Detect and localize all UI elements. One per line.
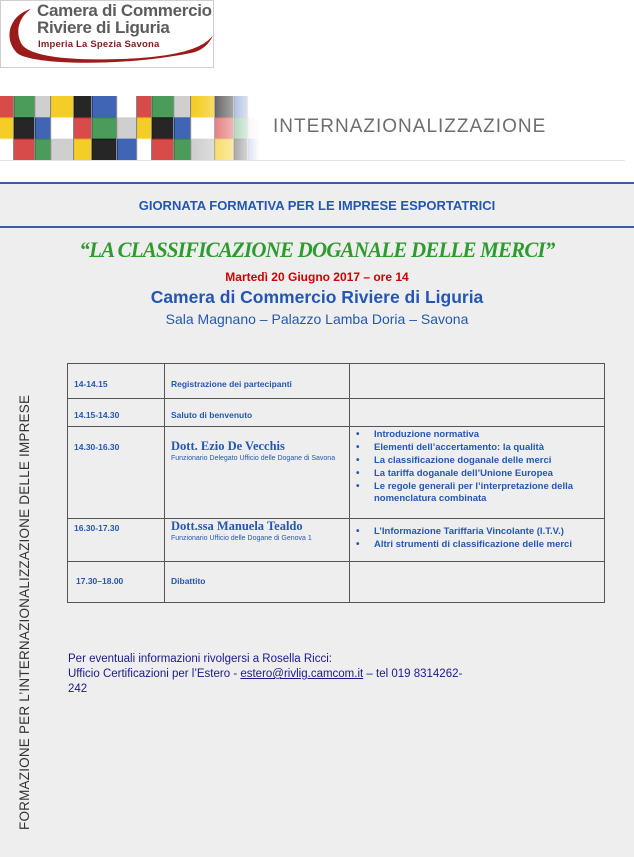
list-item: • Introduzione normativa [356, 429, 604, 441]
logo-name-line2: Riviere di Liguria [37, 18, 170, 37]
logo-name-line1: Camera di Commercio [37, 1, 212, 20]
time-cell: 17.30–18.00 [68, 562, 165, 603]
table-row [68, 519, 605, 562]
table-row [68, 399, 605, 427]
logo-name [37, 2, 212, 36]
time-cell: 14-14.15 [68, 364, 165, 399]
table-row [68, 364, 605, 399]
program-table [67, 363, 605, 603]
contact-phone-end: 242 [68, 683, 88, 695]
list-item: • La tariffa doganale dell’Unione Europea [356, 468, 604, 480]
topics-list [350, 526, 604, 551]
email-link[interactable]: estero@rivlig.camcom.it [240, 668, 364, 680]
topics-list [350, 429, 604, 504]
notes-cell [350, 364, 605, 399]
topics-cell [350, 519, 605, 562]
subtitle: GIORNATA FORMATIVA PER LE IMPRESE ESPORTATRICI [138, 198, 496, 213]
contact-phone: – tel 019 8314262- [363, 668, 463, 680]
subtitle-bar [0, 184, 634, 228]
logo-cities: Imperia La Spezia Savona [38, 39, 160, 50]
event-title: “LA CLASSIFICAZIONE DOGANALE DELLE MERCI” [79, 237, 555, 262]
contact-info [68, 652, 568, 697]
speaker-name: Dott.ssa Manuela Tealdo [171, 519, 303, 533]
speaker-cell [165, 519, 350, 562]
desc-cell: Saluto di benvenuto [165, 399, 350, 427]
vertical-side-text: FORMAZIONE PER L’INTERNAZIONALIZZAZIONE DELLE IMPRESE [17, 394, 32, 830]
organization-name: Camera di Commercio Riviere di Liguria [150, 287, 484, 307]
list-item: • La classificazione doganale delle merci [356, 455, 604, 467]
notes-cell [350, 562, 605, 603]
banner-title: INTERNAZIONALIZZAZIONE [273, 116, 547, 137]
speaker-role: Funzionario Ufficio delle Dogane di Genova 1 [171, 535, 312, 542]
notes-cell [350, 399, 605, 427]
table-row [68, 427, 605, 519]
contact-office: Ufficio Certificazioni per l’Estero - [68, 668, 241, 680]
contact-office-line [68, 667, 568, 682]
event-date: Martedì 20 Giugno 2017 – ore 14 [225, 270, 409, 284]
list-item: • L’Informazione Tariffaria Vincolante (I.T.V.) [356, 526, 604, 538]
desc-cell: Dibattito [165, 562, 350, 603]
list-item: • Le regole generali per l’interpretazione della nomenclatura combinata [356, 481, 604, 504]
speaker-cell [165, 427, 350, 519]
flags-icon [0, 96, 260, 160]
table-row [68, 562, 605, 603]
speaker-role: Funzionario Delegato Ufficio delle Dogane di Savona [171, 455, 336, 462]
desc-cell: Registrazione dei partecipanti [165, 364, 350, 399]
list-item: • Altri strumenti di classificazione delle merci [356, 539, 604, 551]
speaker-name: Dott. Ezio De Vecchis [171, 439, 285, 453]
contact-line: Per eventuali informazioni rivolgersi a Rosella Ricci: [68, 653, 332, 665]
time-cell: 14.15-14.30 [68, 399, 165, 427]
topics-cell [350, 427, 605, 519]
banner [0, 96, 625, 161]
time-cell: 16.30-17.30 [68, 519, 165, 562]
logo [0, 0, 214, 68]
event-venue: Sala Magnano – Palazzo Lamba Doria – Savona [165, 311, 469, 327]
list-item: • Elementi dell’accertamento: la qualità [356, 442, 604, 454]
time-cell: 14.30-16.30 [68, 427, 165, 519]
